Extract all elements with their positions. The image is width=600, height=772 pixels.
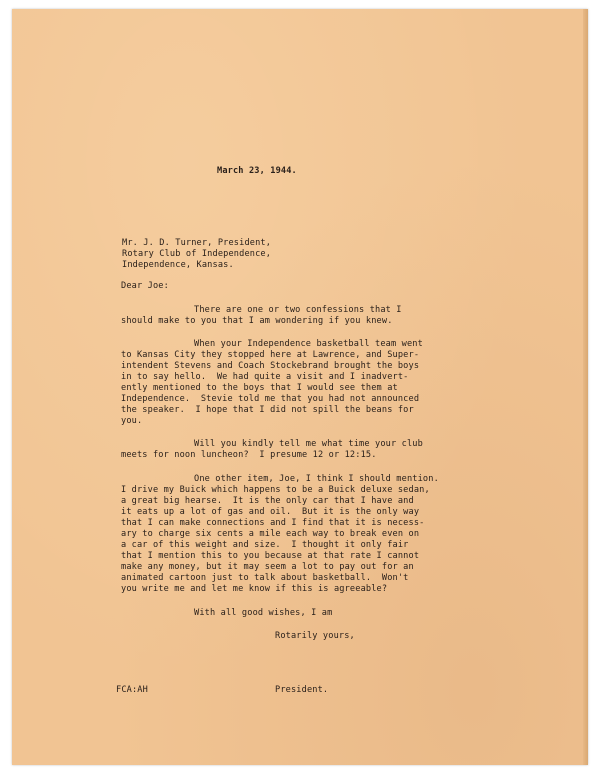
paragraph-line: a great big hearse. It is the only car that I have and	[121, 496, 414, 506]
paragraph-line: to Kansas City they stopped here at Lawrence, and Super-	[121, 350, 420, 360]
paragraph-line: There are one or two confessions that I	[194, 305, 402, 315]
paragraph-line: make any money, but it may seem a lot to pay out for an	[121, 562, 414, 572]
paragraph-line: When your Independence basketball team went	[194, 339, 423, 349]
paragraph-line: that I mention this to you because at that rate I cannot	[121, 551, 420, 561]
paragraph-line: it eats up a lot of gas and oil. But it is the only way	[121, 507, 420, 517]
paragraph-line: One other item, Joe, I think I should mention.	[194, 474, 439, 484]
signature-title: President.	[275, 685, 329, 695]
typist-initials: FCA:AH	[116, 685, 148, 695]
address-line: Mr. J. D. Turner, President,	[122, 238, 272, 248]
paragraph-line: you.	[121, 416, 143, 426]
paragraph-line: ary to charge six cents a mile each way to break even on	[121, 529, 420, 539]
paper-edge	[583, 9, 588, 765]
paragraph-line: the speaker. I hope that I did not spill the beans for	[121, 405, 414, 415]
salutation: Dear Joe:	[121, 281, 169, 291]
letter-page	[12, 9, 588, 765]
paragraph-line: intendent Stevens and Coach Stockebrand brought the boys	[121, 361, 420, 371]
paragraph-line: you write me and let me know if this is agreeable?	[121, 584, 388, 594]
address-line: Independence, Kansas.	[122, 260, 234, 270]
paragraph-line: Independence. Stevie told me that you had not announced	[121, 394, 420, 404]
paragraph-line: that I can make connections and I find that it is necess-	[121, 518, 425, 528]
paragraph-line: I drive my Buick which happens to be a Buick deluxe sedan,	[121, 485, 430, 495]
paragraph-line: in to say hello. We had quite a visit and I inadvert-	[121, 372, 409, 382]
paragraph-line: animated cartoon just to talk about basketball. Won't	[121, 573, 409, 583]
paragraph-line: ently mentioned to the boys that I would see them at	[121, 383, 398, 393]
valediction: Rotarily yours,	[275, 631, 355, 641]
paragraph-line: Will you kindly tell me what time your club	[194, 439, 423, 449]
paragraph-line: should make to you that I am wondering if you knew.	[121, 316, 393, 326]
paragraph-line: meets for noon luncheon? I presume 12 or 12:15.	[121, 450, 377, 460]
letter-date: March 23, 1944.	[217, 166, 297, 176]
address-line: Rotary Club of Independence,	[122, 249, 272, 259]
paragraph-line: a car of this weight and size. I thought it only fair	[121, 540, 409, 550]
closing-line: With all good wishes, I am	[194, 608, 333, 618]
